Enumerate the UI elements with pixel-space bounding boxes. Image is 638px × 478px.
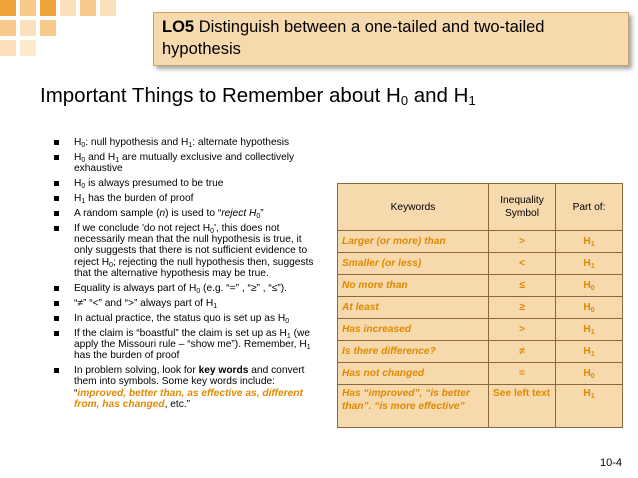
bullet-item: Equality is always part of $H_0$ (e.g. “=” , “≥” , “≤”).	[52, 283, 322, 294]
table-row	[338, 341, 623, 363]
part-cell: $H_1$	[556, 319, 623, 341]
bullet-icon	[54, 196, 59, 201]
bullet-icon	[54, 181, 59, 186]
keyword-cell: Smaller (or less)	[338, 253, 489, 275]
symbol-cell: <	[489, 253, 556, 275]
symbol-cell: ≠	[489, 341, 556, 363]
part-cell: $H_0$	[556, 275, 623, 297]
part-cell: $H_1$	[556, 341, 623, 363]
lo-text: Distinguish between a one-tailed and two-tailed hypothesis	[162, 18, 545, 58]
table-row	[338, 385, 623, 428]
part-cell: $H_1$	[556, 253, 623, 275]
col-part: Part of:	[556, 184, 623, 231]
bullet-icon	[54, 140, 59, 145]
symbol-cell: >	[489, 231, 556, 253]
bullet-item: $H_0$ is always presumed to be true	[52, 178, 322, 189]
bullet-icon	[54, 316, 59, 321]
symbol-cell: =	[489, 363, 556, 385]
symbol-cell: ≥	[489, 297, 556, 319]
bullet-item: $H_1$ has the burden of proof	[52, 193, 322, 204]
keyword-cell: Has “improved”, “is better than”. “is more effective”	[338, 385, 489, 428]
table-row	[338, 297, 623, 319]
bullet-icon	[54, 226, 59, 231]
bullet-item: $H_0$ and $H_1$ are mutually exclusive and collectively exhaustive	[52, 152, 322, 175]
corner-decoration	[0, 0, 160, 70]
table-row	[338, 253, 623, 275]
bullet-icon	[54, 211, 59, 216]
slide-title: Important Things to Remember about $H_0$ and $H_1$	[40, 84, 476, 108]
lo-code: LO5	[162, 18, 195, 36]
bullet-item: $H_0$: null hypothesis and $H_1$: alternate hypothesis	[52, 137, 322, 148]
bullet-icon	[54, 368, 59, 373]
part-cell: $H_0$	[556, 297, 623, 319]
bullet-item: “≠” “<” and “>” always part of $H_1$	[52, 298, 322, 309]
part-cell: $H_1$	[556, 385, 623, 428]
bullet-item: If we conclude 'do not reject $H_0'$, this does not necessarily mean that the null hypothesis is true, it only suggests that there is not sufficient evidence to reject $H_0$; rejecting the null hypothesis then, suggests that the alternative hypothesis may be true.	[52, 223, 322, 279]
part-cell: $H_1$	[556, 231, 623, 253]
bullet-item: If the claim is “boastful” the claim is set up as $H_1$ (we apply the Missouri rule – “show me”). Remember, $H_1$ has the burden of proof	[52, 328, 322, 362]
keyword-cell: Larger (or more) than	[338, 231, 489, 253]
symbol-cell: ≤	[489, 275, 556, 297]
keyword-cell: Has increased	[338, 319, 489, 341]
col-keywords: Keywords	[338, 184, 489, 231]
bullet-icon	[54, 155, 59, 160]
keyword-cell: At least	[338, 297, 489, 319]
table-header-row	[338, 184, 623, 231]
table-row	[338, 275, 623, 297]
table-row	[338, 231, 623, 253]
bullet-item: In actual practice, the status quo is set up as $H_0$	[52, 313, 322, 324]
keyword-cell: Has not changed	[338, 363, 489, 385]
col-symbol: Inequality Symbol	[489, 184, 556, 231]
keyword-cell: No more than	[338, 275, 489, 297]
table-row	[338, 319, 623, 341]
table-row	[338, 363, 623, 385]
bullet-icon	[54, 286, 59, 291]
bullet-list	[52, 137, 322, 414]
part-cell: $H_0$	[556, 363, 623, 385]
bullet-item: A random sample (n) is used to “reject $H_0$”	[52, 208, 322, 219]
page-number: 10-4	[599, 457, 622, 469]
symbol-cell: See left text	[489, 385, 556, 428]
bullet-icon	[54, 301, 59, 306]
bullet-item: In problem solving, look for key words and convert them into symbols. Some key words include: “improved, better than, as effective as, different from, has changed, etc.”	[52, 365, 322, 410]
keywords-table	[337, 183, 623, 428]
bullet-icon	[54, 331, 59, 336]
keyword-cell: Is there difference?	[338, 341, 489, 363]
symbol-cell: >	[489, 319, 556, 341]
learning-objective-banner	[153, 12, 629, 66]
